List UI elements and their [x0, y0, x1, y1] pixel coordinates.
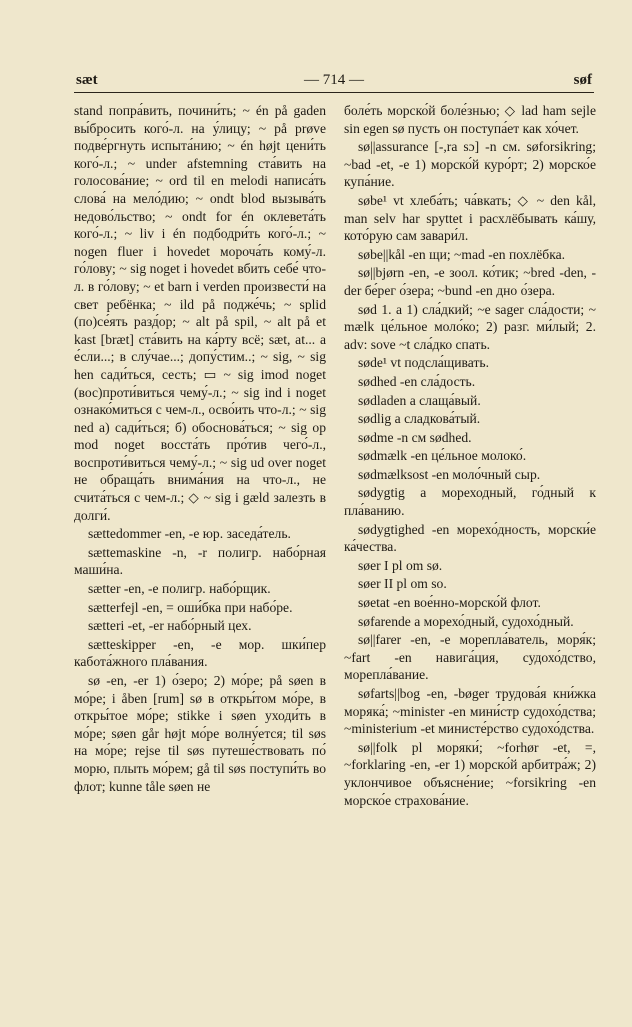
dictionary-entry: sættedommer -en, -e юр. заседа́тель.: [88, 526, 291, 542]
dictionary-entry: søer II pl om so.: [358, 576, 447, 592]
left-column: [74, 102, 326, 796]
dictionary-entry: sø||bjørn -en, -e зоол. ко́тик; ~bred -den, -der бе́рег о́зера; ~bund -en дно о́зера.: [344, 265, 596, 298]
dictionary-entry: sætteri -et, -er набо́рный цех.: [88, 618, 252, 634]
dictionary-entry: sød 1. a 1) сла́дкий; ~e sager сла́дости; ~ mælk це́льное моло́ко; 2) разг. ми́лый; 2. adv: sove ~t сла́дко спать.: [344, 301, 596, 352]
dictionary-entry: sætteskipper -en, -e мор. шки́пер кабота́жного пла́вания.: [74, 636, 326, 670]
dictionary-entry: søer I pl om sø.: [358, 557, 443, 573]
dictionary-entry: sø||folk pl моряки́; ~forhør -et, =, ~forklaring -en, -er 1) морско́й арбитра́ж; 2) уклончивое объясне́ние; ~forsikring -en морско́е страхова́ние.: [344, 739, 596, 808]
dictionary-entry: søbe¹ vt хлеба́ть; ча́вкать; ◇ ~ den kål, man selv har spyttet i расхлёбывать ка́шу, кото́рую сам завари́л.: [344, 192, 596, 244]
dictionary-entry: søfarts||bog -en, -bøger трудова́я кни́жка моряка́; ~minister -en мини́стр судохо́дства; ~ministerium -et министе́рство судохо́дства.: [344, 686, 596, 737]
page-header: [74, 70, 594, 93]
dictionary-entry: søetat -en вое́нно-морско́й флот.: [358, 595, 541, 611]
dictionary-entry: sødme -n см sødhed.: [358, 429, 472, 445]
dictionary-entry: sødladen a слаща́вый.: [358, 392, 481, 408]
dictionary-entry: боле́ть морско́й боле́знью; ◇ lad ham sejle sin egen sø пусть он поступа́ет как хо́чет.: [344, 103, 596, 136]
dictionary-entry: sø||farer -en, -e морепла́ватель, моря́к; ~fart -en навига́ция, судохо́дство, морепла́вание.: [344, 632, 596, 683]
dictionary-entry: sætterfejl -en, = оши́бка при набо́ре.: [88, 599, 293, 615]
dictionary-entry: sættemaskine -n, -r полигр. набо́рная маши́на.: [74, 544, 326, 578]
right-column: [344, 102, 596, 810]
page-number: — 714 —: [304, 72, 364, 88]
dictionary-entry: sødygtig a мореходный, го́дный к пла́ванию.: [344, 485, 596, 519]
dictionary-entry: stand попра́вить, почини́ть; ~ én på gaden вы́бросить кого́-л. на у́лицу; ~ på prøve подве́ргнуть испыта́нию; ~ én højt цени́ть кого́-л.; ~ under afstemning ста́вить на голосова́ние; ~ ord til en melodi написа́ть слова́ на мело́дию; ~ ondt blod вызыва́ть недово́льство; ~ ondt for én оклевета́ть кого́-л.; ~ liv i én подбодри́ть кого́-л.; ~ nogen fluer i hovedet мороча́ть кому́-л. го́лову; ~ sig noget i hovedet вбить себе́ что-л. в го́лову; ~ et barn i verden произвести́ на свет ребёнка; ~ ild på подже́чь; ~ splid (по)се́ять разд́ор; ~ alt på spil, ~ alt på et kast [bræt] ста́вить на ка́рту всё; sæt, at... а е́сли...; в слу́чае...; допу́стим..; ~ sig, ~ sig hen сади́ться, сесть; ▭ ~ sig imod noget (вос)проти́виться чему́-л.; ~ sig ind i noget ознако́миться с чем-л., осво́ить что-л.; ~ sig ned a) сади́ться; б) обоснова́ться; ~ sig op mod noget восста́ть про́тив чего́-л., воспроти́виться чему́-л.; ~ sig ud over noget не обраща́ть внима́ния на что-л., не счита́ться с чем-л.; ◇ ~ sig i gæld залезть в долги́.: [74, 103, 326, 523]
dictionary-entry: søde¹ vt подсла́щивать.: [358, 355, 490, 371]
dictionary-entry: sødygtighed -en морехо́дность, морски́е ка́чества.: [344, 521, 596, 555]
dictionary-entry: sødmælk -en це́льное молоко́.: [358, 448, 527, 464]
dictionary-entry: søbe||kål -en щи; ~mad -en похлёбка.: [358, 246, 566, 262]
dictionary-entry: sø||assurance [-,ra sɔ] -n см. søforsikring; ~bad -et, -e 1) морско́й куро́рт; 2) морско́е купа́ние.: [344, 139, 596, 190]
header-right-guide-word: søf: [573, 72, 592, 88]
dictionary-entry: sødmælksost -en моло́чный сыр.: [358, 466, 541, 482]
dictionary-entry: sødhed -en сла́дость.: [358, 373, 476, 389]
dictionary-entry: sødlig a сладкова́тый.: [358, 411, 481, 427]
dictionary-entry: sætter -en, -e полигр. набо́рщик.: [88, 581, 271, 597]
dictionary-entry: søfarende a морехо́дный, судохо́дный.: [358, 613, 574, 629]
header-left-guide-word: sæt: [76, 72, 98, 88]
dictionary-entry: sø -en, -er 1) о́зеро; 2) мо́ре; på søen в мо́ре; i åben [rum] sø в откры́том мо́ре, в откры́тое мо́ре; stikke i søen уходи́ть в мо́ре; søen går højt мо́ре волну́ется; til søs на мо́ре; rejse til søs путеше́ствовать по́ морю, плыть мо́рем; gå til søs поступи́ть во флот; kunne tåle søen не: [74, 673, 326, 794]
